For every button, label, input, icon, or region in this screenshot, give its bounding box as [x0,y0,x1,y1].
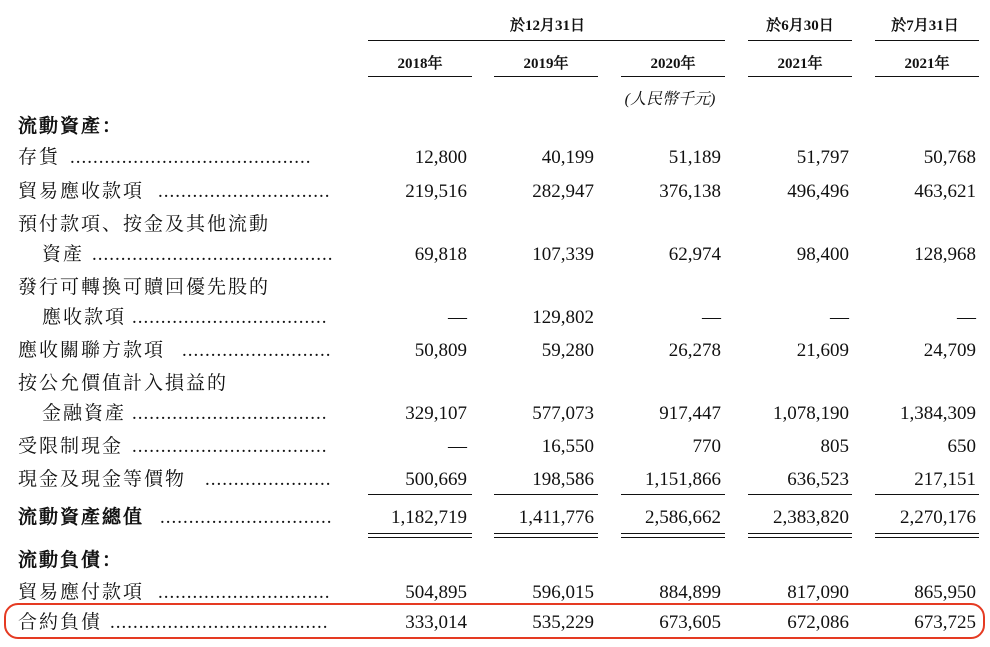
table-row [0,179,990,205]
cell-2018: 504,895 [405,582,467,603]
cell-2021-jul: 1,384,309 [900,403,976,424]
highlight-box [4,603,985,639]
cell-2021-jun: 98,400 [796,244,849,265]
subtotal-rule-2019 [494,494,598,495]
subtotal-rule-2021-jun [748,494,852,495]
dot-leader: .................................. [132,403,328,424]
cell-2019: 1,411,776 [518,507,594,528]
cell-2020: 1,151,866 [645,469,721,490]
row-label: 貿易應收款項 [18,181,145,202]
cell-2019: 282,947 [532,181,594,202]
table-row [0,145,990,171]
cell-2020: 376,138 [659,181,721,202]
cell-2018: 219,516 [405,181,467,202]
row-label: 存貨 [18,147,61,168]
cell-2021-jul: 673,725 [914,612,976,633]
cell-2021-jul: — [957,307,976,328]
total-double-rule-2021-jul [875,533,979,538]
row-label: 金融資產 [42,403,127,424]
row-label: 應收關聯方款項 [18,340,166,361]
cell-2019: 40,199 [541,147,594,168]
cell-2021-jul: 463,621 [914,181,976,202]
cell-2020: 51,189 [668,147,721,168]
cell-2019: 107,339 [532,244,594,265]
cell-2021-jun: 805 [820,436,849,457]
cell-2021-jul: 24,709 [923,340,976,361]
row-label: 應收款項 [42,307,127,328]
cell-2018: 333,014 [405,612,467,633]
subtotal-rule-2021-jul [875,494,979,495]
table-row [0,275,990,301]
cell-2019: 535,229 [532,612,594,633]
row-label: 貿易應付款項 [18,582,145,603]
cell-2020: 884,899 [659,582,721,603]
table-row [0,338,990,364]
unit-label: (人民幣千元) [624,91,716,108]
dot-leader: .............................. [158,582,331,603]
section-current-liabilities: 流動負債： [18,550,124,571]
row-label: 資產 [42,244,85,265]
cell-2018: 1,182,719 [391,507,467,528]
subtotal-rule-2020 [621,494,725,495]
row-label: 預付款項、按金及其他流動 [18,214,271,235]
cell-2021-jun: 51,797 [796,147,849,168]
table-row [0,212,990,238]
table-row [0,401,990,427]
cell-2021-jul: 50,768 [923,147,976,168]
cell-2019: 198,586 [532,469,594,490]
dot-leader: ...................................... [110,612,329,633]
cell-2020: 26,278 [668,340,721,361]
dot-leader: .......................................... [70,147,312,168]
table-row [0,305,990,331]
cell-2019: 59,280 [541,340,594,361]
row-label: 按公允價值計入損益的 [18,373,229,394]
cell-2020: 62,974 [668,244,721,265]
cell-2021-jul: 2,270,176 [900,507,976,528]
row-label: 現金及現金等價物 [18,469,187,490]
total-double-rule-2020 [621,533,725,538]
header-rule-dec31 [368,40,725,41]
cell-2021-jul: 865,950 [914,582,976,603]
cell-2019: 16,550 [541,436,594,457]
cell-2020: 2,586,662 [645,507,721,528]
cell-2018: 329,107 [405,403,467,424]
cell-2018: — [448,436,467,457]
cell-2018: 69,818 [414,244,467,265]
row-label: 發行可轉換可贖回優先股的 [18,277,271,298]
cell-2018: 50,809 [414,340,467,361]
cell-2021-jun: 817,090 [787,582,849,603]
cell-2019: 129,802 [532,307,594,328]
table-row [0,434,990,460]
cell-2021-jun: 496,496 [787,181,849,202]
header-rule-jun30 [748,40,852,41]
cell-2020: 673,605 [659,612,721,633]
table-row-total [0,505,990,531]
dot-leader: .................................. [132,436,328,457]
cell-2021-jun: 2,383,820 [773,507,849,528]
cell-2018: 12,800 [414,147,467,168]
dot-leader: .......................................... [92,244,334,265]
total-double-rule-2018 [368,533,472,538]
year-rule-2021-jun [748,76,852,77]
dot-leader: .............................. [158,181,331,202]
cell-2018: — [448,307,467,328]
year-2019: 2019年 [523,56,569,72]
year-2020: 2020年 [650,56,696,72]
cell-2020: — [702,307,721,328]
cell-2021-jun: 672,086 [787,612,849,633]
subtotal-rule-2018 [368,494,472,495]
total-double-rule-2021-jun [748,533,852,538]
cell-2019: 596,015 [532,582,594,603]
cell-2021-jul: 650 [947,436,976,457]
dot-leader: .............................. [160,507,333,528]
cell-2021-jun: 21,609 [796,340,849,361]
header-dec31: 於12月31日 [509,18,585,34]
cell-2021-jun: — [830,307,849,328]
year-rule-2018 [368,76,472,77]
year-2021-jul: 2021年 [904,56,950,72]
table-row [0,371,990,397]
cell-2019: 577,073 [532,403,594,424]
header-jul31: 於7月31日 [891,18,959,34]
table-row [0,467,990,493]
cell-2021-jul: 217,151 [914,469,976,490]
cell-2021-jun: 636,523 [787,469,849,490]
dot-leader: .................................. [132,307,328,328]
row-label: 流動資產總值 [18,507,145,528]
dot-leader: ...................... [205,469,332,490]
cell-2018: 500,669 [405,469,467,490]
year-rule-2019 [494,76,598,77]
section-current-assets: 流動資產： [18,116,124,137]
row-label: 合約負債 [18,612,103,633]
cell-2020: 770 [692,436,721,457]
cell-2020: 917,447 [659,403,721,424]
year-2021-jun: 2021年 [777,56,823,72]
row-label: 受限制現金 [18,436,124,457]
cell-2021-jul: 128,968 [914,244,976,265]
header-jun30: 於6月30日 [766,18,834,34]
year-rule-2020 [621,76,725,77]
header-rule-jul31 [875,40,979,41]
year-2018: 2018年 [397,56,443,72]
total-double-rule-2019 [494,533,598,538]
cell-2021-jun: 1,078,190 [773,403,849,424]
year-rule-2021-jul [875,76,979,77]
dot-leader: .......................... [182,340,332,361]
table-row [0,242,990,268]
